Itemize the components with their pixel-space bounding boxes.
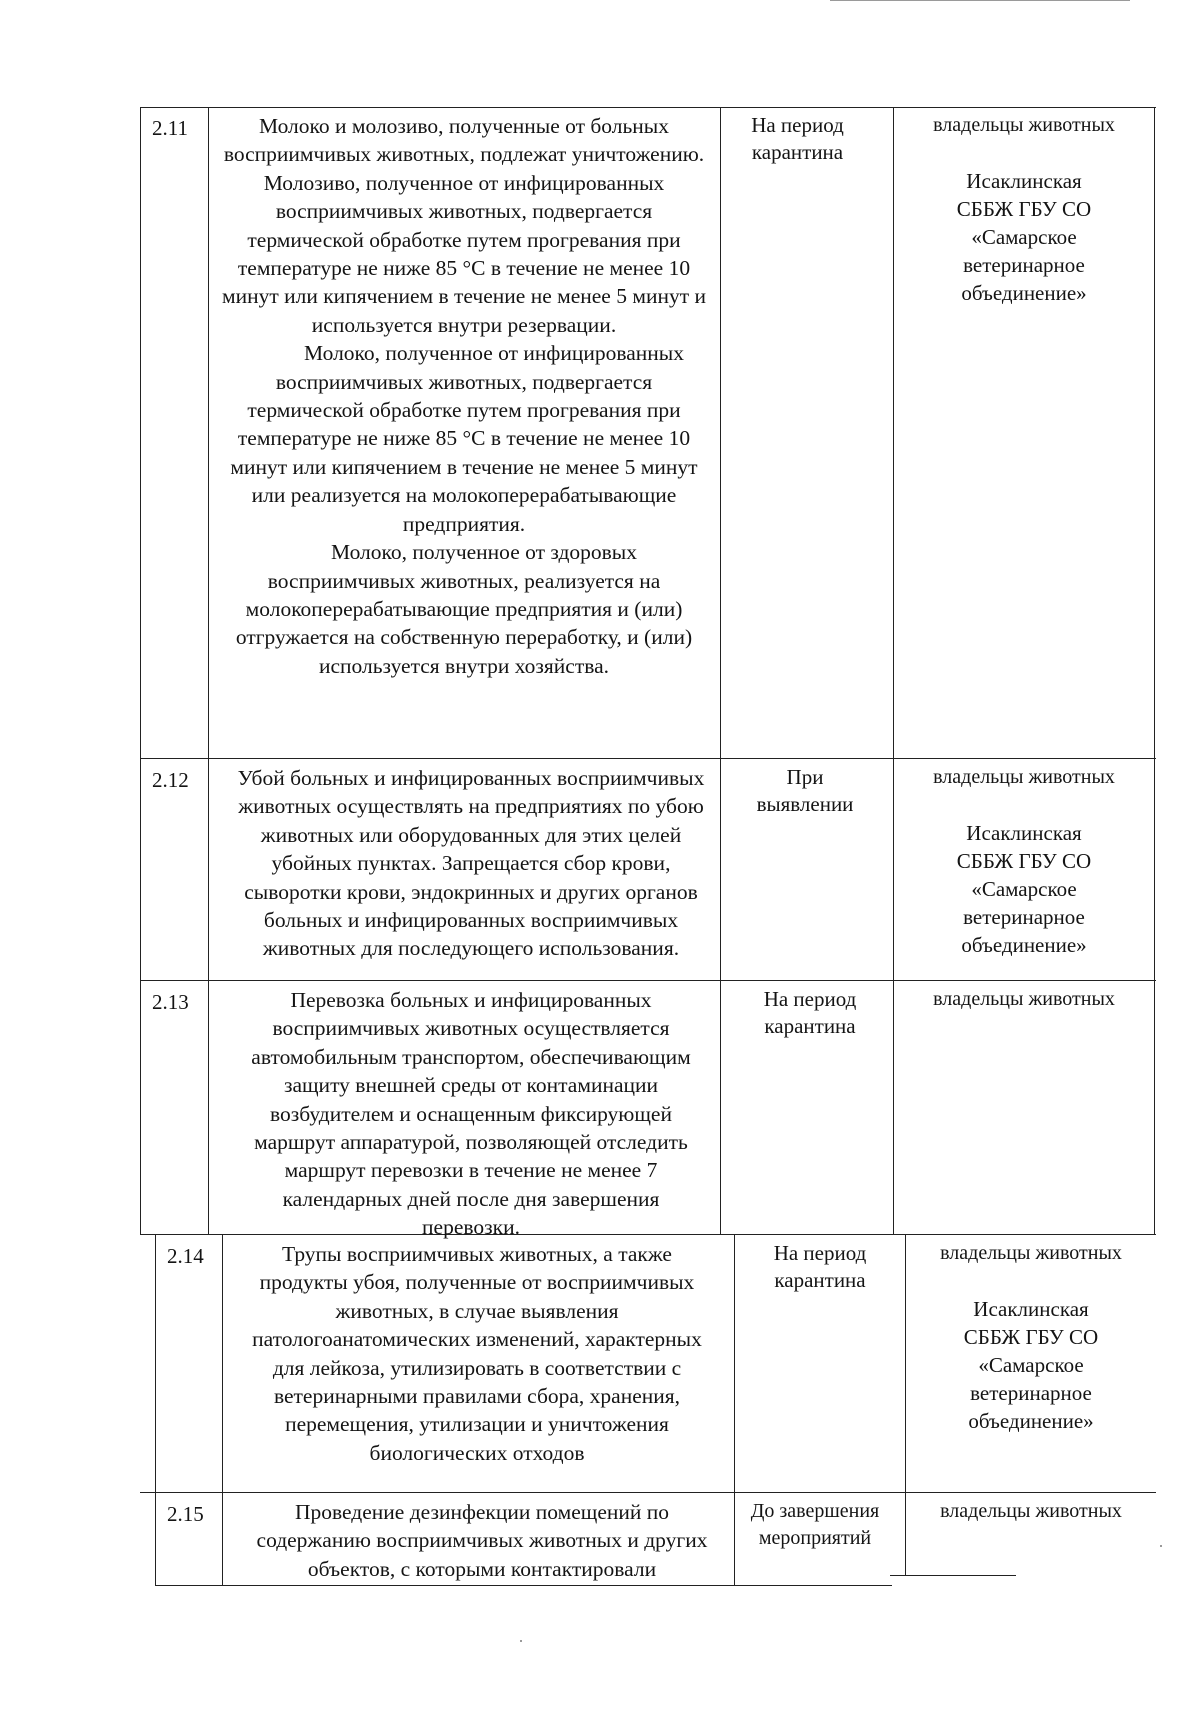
measure-paragraph: Молоко, полученное от инфицированных восприимчивых животных, подвергается термической обработке путем прогревания при температуре не ниже 85 °С в течение не менее 10 минут или кипячением в течение не менее 5 минут или реализуется на молокоперерабатывающие предприятия. xyxy=(230,341,698,536)
measure-description: Проведение дезинфекции помещений по содержанию восприимчивых животных и других объектов, с которыми контактировали xyxy=(256,1500,708,1581)
term-cell: При выявлении xyxy=(756,765,854,816)
responsible-org: Исаклинская СББЖ ГБУ СО «Самарское ветеринарное объединение» xyxy=(956,821,1092,957)
responsible-cell xyxy=(895,982,1153,1013)
responsible-owner: владельцы животных xyxy=(940,1500,1122,1522)
measure-description xyxy=(210,108,718,680)
scan-artifact-top xyxy=(830,0,1130,1)
responsible-owner: владельцы животных xyxy=(933,766,1115,788)
term-cell: До завершения мероприятий xyxy=(750,1500,880,1549)
measure-paragraph: Молоко, полученное от здоровых восприимчивых животных, реализуется на молокоперерабатывающие предприятия и (или) отгружается на собственную переработку, и (или) используется внутри хозяйства. xyxy=(235,540,693,678)
row-number: 2.12 xyxy=(152,768,189,792)
scan-artifact-dot xyxy=(1160,1545,1162,1547)
responsible-cell xyxy=(895,760,1153,959)
responsible-org: Исаклинская СББЖ ГБУ СО «Самарское ветеринарное объединение» xyxy=(963,1297,1099,1433)
table-rule xyxy=(140,758,1156,759)
responsible-owner: владельцы животных xyxy=(933,114,1115,136)
row-number: 2.13 xyxy=(152,990,189,1014)
responsible-cell xyxy=(907,1494,1155,1525)
table-rule xyxy=(720,107,721,1234)
measure-description: Перевозка больных и инфицированных восприимчивых животных осуществляется автомобильным транспортом, обеспечивающим защиту внешней среды от контаминации возбудителем и оснащенным фиксирующей маршрут аппаратурой, позволяющей отследить маршрут перевозки в течение не менее 7 календарных дней после дня завершения перевозки. xyxy=(251,988,691,1240)
table-rule xyxy=(905,1234,906,1575)
responsible-cell xyxy=(907,1236,1155,1435)
term-cell: На период карантина xyxy=(751,113,844,164)
table-rule xyxy=(890,1575,1016,1576)
scan-artifact-dot xyxy=(520,1640,522,1642)
table-rule xyxy=(155,1234,156,1585)
row-number: 2.15 xyxy=(167,1502,204,1526)
table-rule xyxy=(893,107,894,1234)
table-rule xyxy=(734,1234,735,1585)
table-rule xyxy=(140,1492,1156,1493)
measure-description: Убой больных и инфицированных восприимчивых животных осуществлять на предприятиях по убою животных или оборудованных для этих целей убойных пунктах. Запрещается сбор крови, сыворотки крови, эндокринных и других органов больных и инфицированных восприимчивых животных для последующего использования. xyxy=(237,766,705,961)
table-rule xyxy=(140,107,141,1234)
table-rule xyxy=(222,1234,223,1585)
row-number: 2.14 xyxy=(167,1244,204,1268)
term-cell: На период карантина xyxy=(773,1241,867,1292)
responsible-owner: владельцы животных xyxy=(933,988,1115,1010)
responsible-owner: владельцы животных xyxy=(940,1242,1122,1264)
table-rule xyxy=(208,107,209,1234)
term-cell: На период карантина xyxy=(763,987,857,1038)
table-rule xyxy=(1154,107,1155,1234)
responsible-org: Исаклинская СББЖ ГБУ СО «Самарское ветеринарное объединение» xyxy=(956,169,1092,305)
table-rule xyxy=(140,980,1156,981)
measure-description: Трупы восприимчивых животных, а также продукты убоя, полученные от восприимчивых животных, в случае выявления патологоанатомических изменений, характерных для лейкоза, утилизировать в соответствии с ветеринарными правилами сбора, хранения, перемещения, утилизации и уничтожения биологических отходов xyxy=(252,1242,702,1465)
measure-paragraph: Молоко и молозиво, полученные от больных восприимчивых животных, подлежат уничтожению. Молозиво, полученное от инфицированных восприимчивых животных, подвергается термической обработке путем прогревания при температуре не ниже 85 °С в течение не менее 10 минут или кипячением в течение не менее 5 минут и используется внутри резервации. xyxy=(221,114,706,337)
table-rule xyxy=(155,1585,892,1586)
row-number: 2.11 xyxy=(152,116,188,140)
responsible-cell xyxy=(895,108,1153,307)
